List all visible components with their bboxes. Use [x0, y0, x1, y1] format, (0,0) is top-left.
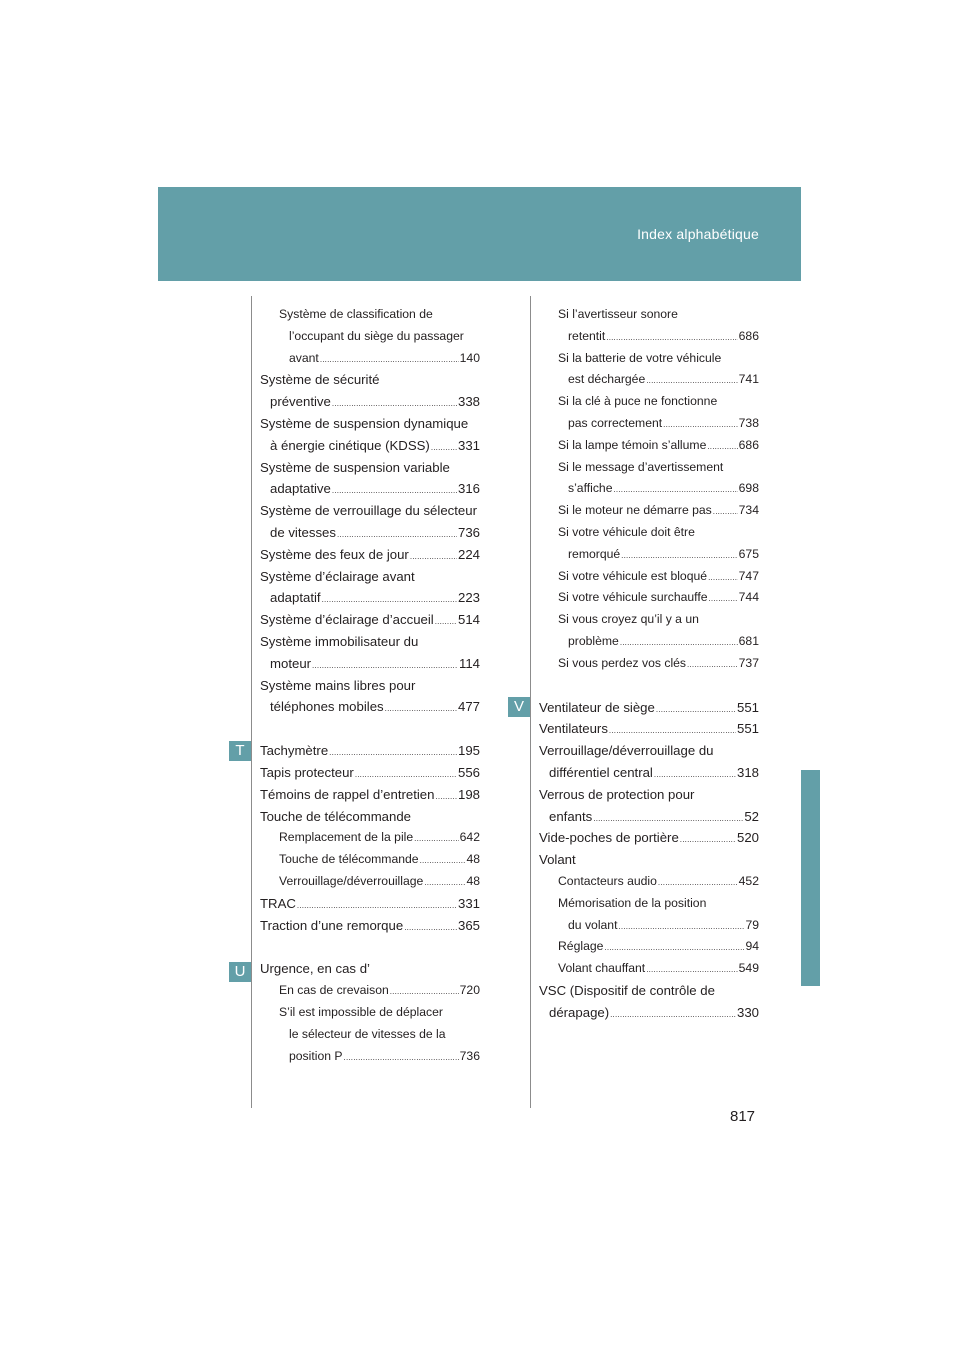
entry-label: Remplacement de la pile [279, 830, 414, 845]
entry-page-number: 734 [738, 503, 759, 518]
entry-page-number: 747 [738, 568, 759, 583]
entry-label: enfants [549, 808, 593, 824]
dot-leader [344, 1047, 459, 1069]
dot-leader [322, 589, 457, 611]
section-title: Index alphabétique [637, 226, 759, 242]
entry-page-number: 736 [459, 1048, 480, 1063]
dot-leader [297, 895, 457, 917]
index-entry [539, 587, 759, 609]
entry-label: Si votre véhicule est bloqué [558, 568, 708, 583]
index-entry [260, 958, 480, 980]
index-entry [539, 827, 759, 849]
entry-label: Si vous perdez vos clés [558, 655, 687, 670]
entry-label: remorqué [568, 546, 621, 561]
index-entry [260, 631, 480, 653]
dot-leader [435, 786, 457, 808]
entry-label: Volant chauffant [558, 961, 646, 976]
entry-label: est déchargée [568, 372, 646, 387]
center-divider [530, 296, 531, 1108]
entry-page-number: 198 [457, 786, 480, 802]
entry-label: Système immobilisateur du [260, 633, 419, 649]
entry-page-number: 737 [738, 655, 759, 670]
dot-leader [687, 654, 738, 676]
index-entry [539, 784, 759, 806]
entry-label: s’affiche [568, 481, 613, 496]
dot-leader [606, 327, 737, 349]
index-entry [539, 697, 759, 719]
index-entry [539, 304, 759, 326]
dot-leader [385, 698, 457, 720]
index-entry [260, 369, 480, 391]
entry-label: Système mains libres pour [260, 677, 416, 693]
entry-label: Ventilateurs [539, 721, 608, 737]
entry-label: Verrous de protection pour [539, 786, 695, 802]
entry-label: dérapage) [549, 1004, 610, 1020]
entry-label: Si votre véhicule doit être [558, 524, 695, 539]
entry-label: retentit [568, 328, 606, 343]
entry-label: de vitesses [270, 524, 336, 540]
entry-page-number: 79 [745, 917, 759, 932]
index-entry [539, 1002, 759, 1024]
entry-page-number: 744 [738, 590, 759, 605]
entry-label: moteur [270, 655, 312, 671]
entry-page-number: 48 [466, 852, 480, 867]
entry-page-number: 720 [459, 983, 480, 998]
index-entry [260, 478, 480, 500]
index-entry [260, 326, 480, 348]
entry-page-number: 686 [738, 328, 759, 343]
entry-label: Si le moteur ne démarre pas [558, 503, 712, 518]
index-entry [260, 1046, 480, 1068]
index-entry [539, 893, 759, 915]
entry-label: à énergie cinétique (KDSS) [270, 437, 430, 453]
index-entry [260, 413, 480, 435]
entry-gap [539, 675, 759, 697]
dot-leader [424, 872, 465, 894]
index-entry [539, 478, 759, 500]
index-entry [260, 675, 480, 697]
entry-label: Si le message d’avertissement [558, 459, 724, 474]
dot-leader [604, 937, 744, 959]
entry-page-number: 338 [457, 394, 480, 410]
entry-page-number: 741 [738, 372, 759, 387]
entry-label: Traction d’une remorque [260, 917, 404, 933]
dot-leader [332, 480, 457, 502]
entry-label: avant [289, 350, 319, 365]
entry-page-number: 698 [738, 481, 759, 496]
entry-label: téléphones mobiles [270, 699, 384, 715]
index-entry [539, 566, 759, 588]
index-entry [260, 653, 480, 675]
entry-page-number: 514 [457, 612, 480, 628]
dot-leader [663, 414, 738, 436]
entry-label: le sélecteur de vitesses de la [289, 1026, 446, 1041]
entry-page-number: 686 [738, 437, 759, 452]
index-entry [539, 958, 759, 980]
entry-label: Réglage [558, 939, 604, 954]
index-entry [539, 806, 759, 828]
index-entry [539, 980, 759, 1002]
index-entry [539, 871, 759, 893]
entry-page-number: 551 [736, 721, 759, 737]
dot-leader [332, 393, 457, 415]
page-number: 817 [730, 1108, 756, 1125]
index-column-right [539, 304, 759, 1024]
entry-page-number: 675 [738, 546, 759, 561]
index-entry [260, 696, 480, 718]
entry-page-number: 48 [466, 873, 480, 888]
entry-page-number: 452 [738, 873, 759, 888]
entry-label: pas correctement [568, 415, 663, 430]
entry-page-number: 551 [736, 699, 759, 715]
entry-label: En cas de crevaison [279, 983, 389, 998]
index-entry [260, 915, 480, 937]
entry-page-number: 642 [459, 830, 480, 845]
index-entry [260, 1002, 480, 1024]
entry-page-number: 316 [457, 481, 480, 497]
entry-label: Système de suspension dynamique [260, 415, 469, 431]
dot-leader [404, 917, 457, 939]
dot-leader [708, 567, 738, 589]
index-entry [260, 1024, 480, 1046]
index-entry [260, 893, 480, 915]
entry-label: Système de suspension variable [260, 459, 450, 475]
dot-leader [621, 545, 737, 567]
entry-label: Contacteurs audio [558, 873, 657, 888]
entry-page-number: 223 [457, 590, 480, 606]
entry-label: Tachymètre [260, 743, 329, 759]
entry-label: Touche de télécommande [279, 852, 419, 867]
index-entry [539, 653, 759, 675]
entry-page-number: 331 [457, 437, 480, 453]
index-entry [260, 544, 480, 566]
entry-label: du volant [568, 917, 618, 932]
entry-label: Volant [539, 852, 576, 868]
entry-page-number: 140 [459, 350, 480, 365]
index-entry [260, 762, 480, 784]
entry-page-number: 556 [457, 764, 480, 780]
index-entry [260, 457, 480, 479]
dot-leader [593, 808, 743, 830]
dot-leader [709, 588, 738, 610]
entry-label: TRAC [260, 895, 296, 911]
index-entry [539, 369, 759, 391]
index-entry [260, 566, 480, 588]
dot-leader [620, 632, 738, 654]
dot-leader [609, 720, 736, 742]
entry-page-number: 520 [736, 830, 759, 846]
index-entry [539, 522, 759, 544]
index-entry [260, 609, 480, 631]
index-entry [539, 609, 759, 631]
index-entry [539, 435, 759, 457]
entry-label: Témoins de rappel d’entretien [260, 786, 435, 802]
entry-label: adaptative [270, 481, 331, 497]
index-entry [260, 849, 480, 871]
index-entry [260, 587, 480, 609]
entry-label: Système des feux de jour [260, 546, 409, 562]
index-entry [260, 740, 480, 762]
entry-label: Mémorisation de la position [558, 895, 707, 910]
entry-label: Système d’éclairage d’accueil [260, 612, 434, 628]
index-entry [539, 849, 759, 871]
entry-page-number: 330 [736, 1004, 759, 1020]
entry-label: Système de classification de [279, 307, 433, 321]
dot-leader [656, 699, 736, 721]
entry-page-number: 736 [457, 524, 480, 540]
index-entry [260, 500, 480, 522]
dot-leader [610, 1004, 736, 1026]
entry-label: Urgence, en cas d’ [260, 961, 370, 977]
dot-leader [680, 829, 736, 851]
index-entry [539, 544, 759, 566]
dot-leader [414, 828, 459, 850]
entry-label: Si vous croyez qu’il y a un [558, 612, 699, 627]
entry-gap [260, 718, 480, 740]
index-entry [539, 762, 759, 784]
entry-label: problème [568, 633, 619, 648]
entry-label: Système de verrouillage du sélecteur [260, 503, 477, 519]
index-entry [260, 348, 480, 370]
entry-gap [260, 936, 480, 958]
entry-page-number: 114 [458, 655, 480, 671]
entry-label: Système de sécurité [260, 372, 380, 388]
index-entry [539, 413, 759, 435]
dot-leader [329, 742, 457, 764]
index-entry [539, 631, 759, 653]
entry-label: Tapis protecteur [260, 764, 354, 780]
index-entry [539, 915, 759, 937]
entry-label: Si la lampe témoin s’allume [558, 437, 707, 452]
index-entry [260, 980, 480, 1002]
entry-label: Verrouillage/déverrouillage [279, 873, 424, 888]
dot-leader [355, 764, 457, 786]
dot-leader [410, 546, 457, 568]
index-entry [539, 457, 759, 479]
index-entry [539, 326, 759, 348]
index-entry [260, 304, 480, 326]
entry-label: position P [289, 1048, 343, 1063]
entry-page-number: 681 [738, 633, 759, 648]
entry-page-number: 549 [738, 961, 759, 976]
entry-label: Verrouillage/déverrouillage du [539, 743, 714, 759]
entry-label: Vide-poches de portière [539, 830, 679, 846]
entry-label: Si votre véhicule surchauffe [558, 590, 708, 605]
entry-label: Ventilateur de siège [539, 699, 655, 715]
entry-page-number: 94 [745, 939, 759, 954]
entry-page-number: 318 [736, 764, 759, 780]
dot-leader [658, 872, 738, 894]
index-entry [260, 435, 480, 457]
entry-label: Touche de télécommande [260, 808, 412, 824]
entry-page-number: 224 [457, 546, 480, 562]
dot-leader [312, 655, 458, 677]
letter-tab-u: U [229, 962, 251, 982]
dot-leader [614, 479, 738, 501]
header-band [158, 187, 801, 281]
letter-tab-v: V [508, 697, 530, 717]
index-entry [539, 936, 759, 958]
dot-leader [337, 524, 457, 546]
entry-page-number: 738 [738, 415, 759, 430]
index-entry [260, 827, 480, 849]
entry-page-number: 195 [457, 743, 480, 759]
dot-leader [320, 349, 459, 371]
index-entry [260, 871, 480, 893]
dot-leader [390, 981, 459, 1003]
entry-label: Si la clé à puce ne fonctionne [558, 394, 718, 409]
entry-page-number: 331 [457, 895, 480, 911]
index-entry [539, 740, 759, 762]
dot-leader [435, 611, 457, 633]
left-divider [251, 296, 252, 1108]
entry-label: Si l’avertisseur sonore [558, 307, 678, 321]
entry-label: l’occupant du siège du passager [289, 328, 464, 343]
entry-page-number: 365 [457, 917, 480, 933]
entry-label: adaptatif [270, 590, 321, 606]
entry-label: Si la batterie de votre véhicule [558, 350, 722, 365]
index-entry [539, 391, 759, 413]
entry-page-number: 52 [744, 808, 759, 824]
letter-tab-t: T [229, 741, 251, 761]
index-entry [260, 784, 480, 806]
dot-leader [713, 501, 738, 523]
entry-label: Système d’éclairage avant [260, 568, 415, 584]
index-entry [260, 522, 480, 544]
entry-label: préventive [270, 394, 331, 410]
entry-page-number: 477 [457, 699, 480, 715]
index-entry [539, 718, 759, 740]
side-thumb-tab [801, 770, 820, 986]
entry-label: VSC (Dispositif de contrôle de [539, 982, 715, 998]
index-entry [539, 500, 759, 522]
dot-leader [646, 370, 737, 392]
entry-label: S’il est impossible de déplacer [279, 1004, 443, 1019]
dot-leader [618, 916, 744, 938]
dot-leader [431, 437, 457, 459]
entry-label: différentiel central [549, 764, 653, 780]
dot-leader [707, 436, 737, 458]
dot-leader [654, 764, 736, 786]
index-entry [260, 391, 480, 413]
index-entry [539, 348, 759, 370]
index-column-left [260, 304, 480, 1067]
index-entry [260, 806, 480, 828]
dot-leader [420, 850, 466, 872]
dot-leader [646, 959, 737, 981]
